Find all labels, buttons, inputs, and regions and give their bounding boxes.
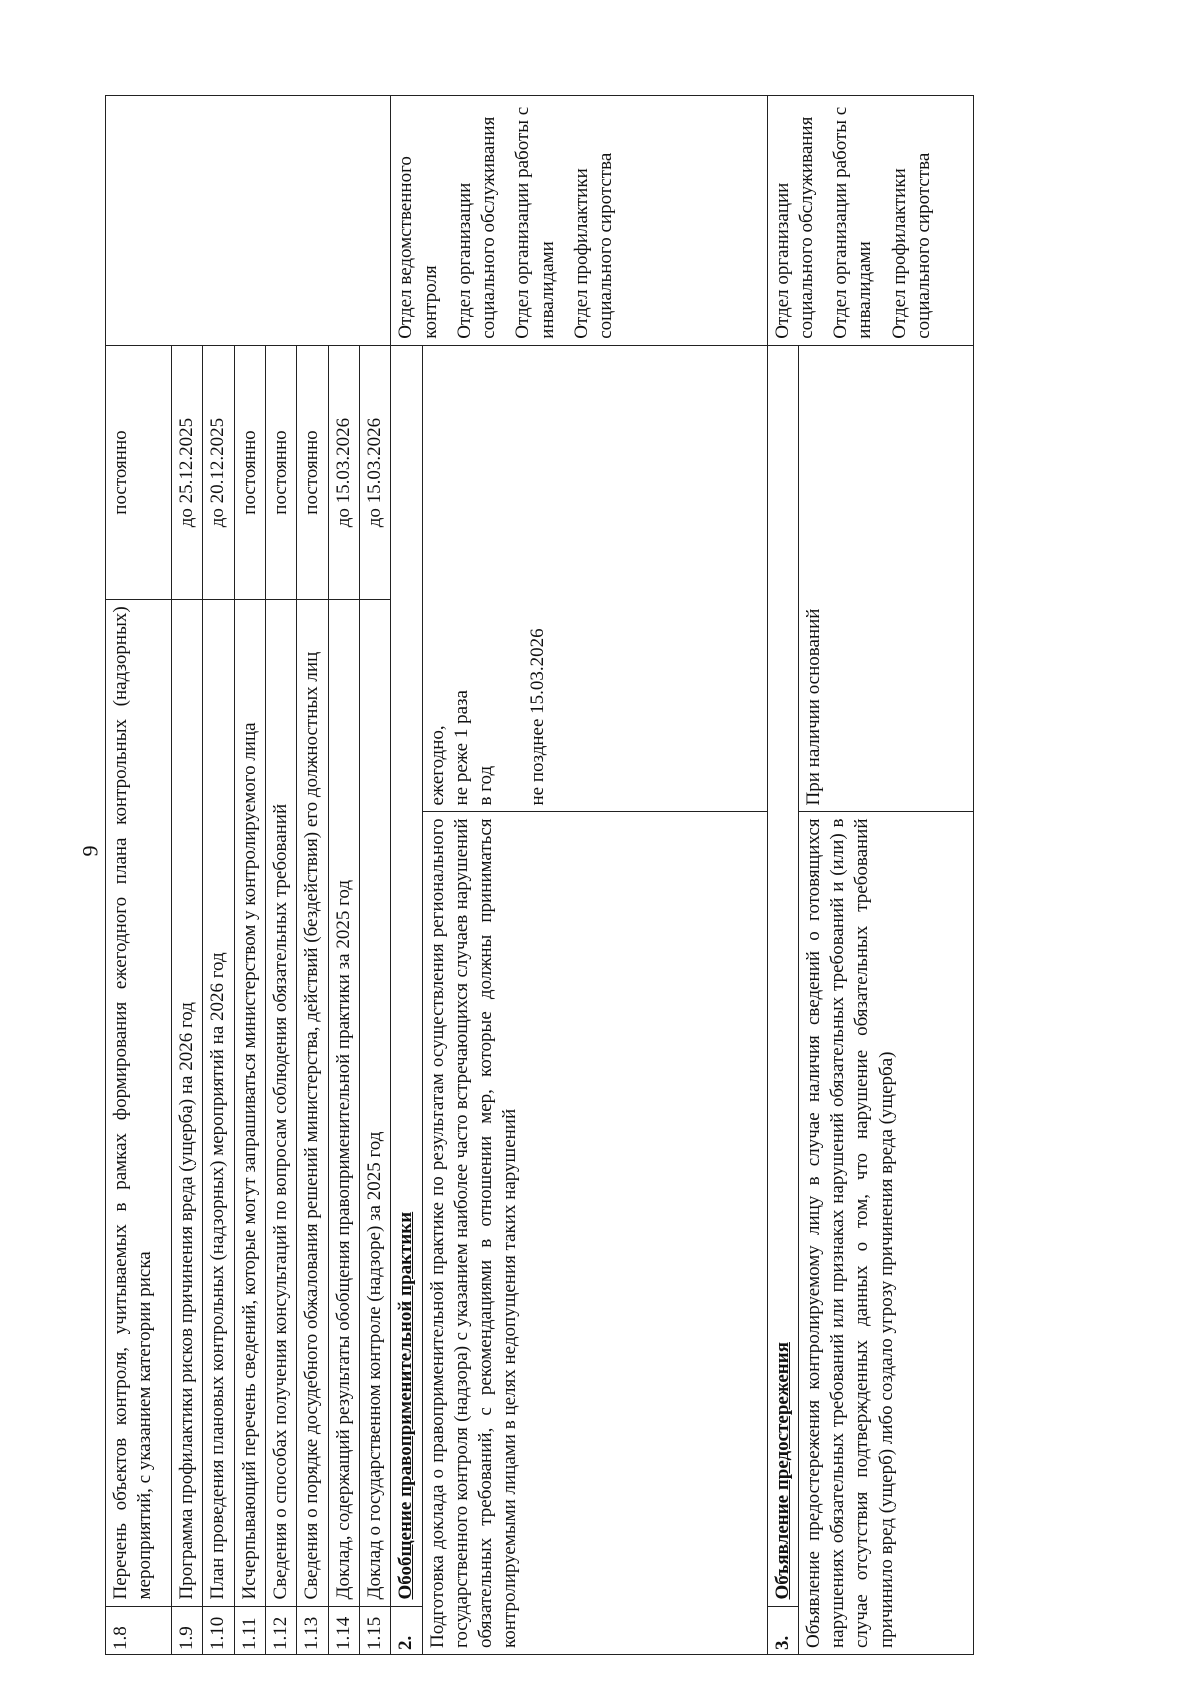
term-line: не позднее 15.03.2026 <box>527 628 549 806</box>
row-text: Перечень объектов контроля, учитываемых в рамках формирования ежегодного плана контрольных (надзорных) мероприятий, с указанием категории риска <box>106 600 172 1606</box>
section-2-text: Подготовка доклада о правоприменительной практике по результатам осуществления регионального государственного контроля (надзора) с указанием наиболее часто встречающихся случаев нарушений обязательных требований, с рекомендациями в отношении мер, которые должны приниматься контролируемыми лицами в целях недопущения таких нарушений <box>422 812 767 1655</box>
row-term: до 25.12.2025 <box>172 345 203 600</box>
row-text: Исчерпывающий перечень сведений, которые могут запрашиваться министерством у контролируемого лица <box>234 600 265 1606</box>
row-number: 1.8 <box>106 1606 172 1654</box>
section-header-2 <box>391 96 422 1655</box>
rotated-page <box>105 95 1155 1655</box>
row-number: 1.15 <box>359 1606 390 1654</box>
department-label: Отдел профилактики социального сиротства <box>888 152 935 339</box>
row-number: 1.12 <box>265 1606 296 1654</box>
row-text: Доклад о государственном контроле (надзоре) за 2025 год <box>359 600 390 1606</box>
section-3-text: Объявление предостережения контролируемому лицу в случае наличия сведений о готовящихся нарушениях обязательных требований или признаках нарушений обязательных требований и (или) в случае отсутствия подтвержденных данных о том, что нарушение обязательных требований причинило вред (ущерб) либо создало угрозу причинения вреда (ущерба) <box>798 812 973 1655</box>
section-2-term <box>422 345 767 812</box>
row-term: постоянно <box>234 345 265 600</box>
term-line: не реже 1 раза <box>450 690 472 806</box>
row-text: Программа профилактики рисков причинения вреда (ущерба) на 2026 год <box>172 600 203 1606</box>
department-label: Отдел ведомственного контроля <box>395 156 441 339</box>
row-term: постоянно <box>265 345 296 600</box>
row-number: 1.14 <box>328 1606 359 1654</box>
section-title: Обобщение правоприменительной практики <box>391 345 422 1606</box>
row-number: 1.10 <box>203 1606 234 1654</box>
department-label: Отдел организации работы с инвалидами <box>830 106 876 339</box>
row-term: до 15.03.2026 <box>328 345 359 600</box>
table-row <box>106 96 172 1655</box>
measures-table <box>105 95 974 1655</box>
section-2-departments <box>391 96 767 346</box>
department-label: Отдел организации социального обслуживания <box>453 116 500 339</box>
row-term: до 20.12.2025 <box>203 345 234 600</box>
section-3-term: При наличии оснований <box>798 345 973 812</box>
department-label: Отдел организации работы с инвалидами <box>512 106 558 339</box>
row-term: постоянно <box>106 345 172 600</box>
departments-cell-empty <box>106 96 391 346</box>
row-number: 1.11 <box>234 1606 265 1654</box>
row-term: до 15.03.2026 <box>359 345 390 600</box>
row-text: Доклад, содержащий результаты обобщения правоприменительной практики за 2025 год <box>328 600 359 1606</box>
section-3-departments <box>767 96 973 346</box>
row-text: Сведения о способах получения консультаций по вопросам соблюдения обязательных требований <box>265 600 296 1606</box>
row-text: Сведения о порядке досудебного обжалования решений министерства, действий (бездействия) его должностных лиц <box>297 600 328 1606</box>
department-label: Отдел организации социального обслуживания <box>771 116 817 339</box>
page-number-container <box>70 0 110 1701</box>
page-number: 9 <box>77 845 102 856</box>
section-number: 3. <box>767 1606 798 1654</box>
term-line: ежегодно, <box>426 725 448 806</box>
row-number: 1.9 <box>172 1606 203 1654</box>
department-label: Отдел профилактики социального сиротства <box>571 152 617 339</box>
section-header-3 <box>767 96 798 1655</box>
section-number: 2. <box>391 1606 422 1654</box>
row-number: 1.13 <box>297 1606 328 1654</box>
row-term: постоянно <box>297 345 328 600</box>
row-text: План проведения плановых контрольных (надзорных) мероприятий на 2026 год <box>203 600 234 1606</box>
section-title: Объявление предостережения <box>767 345 798 1606</box>
term-line: в год <box>475 765 497 806</box>
